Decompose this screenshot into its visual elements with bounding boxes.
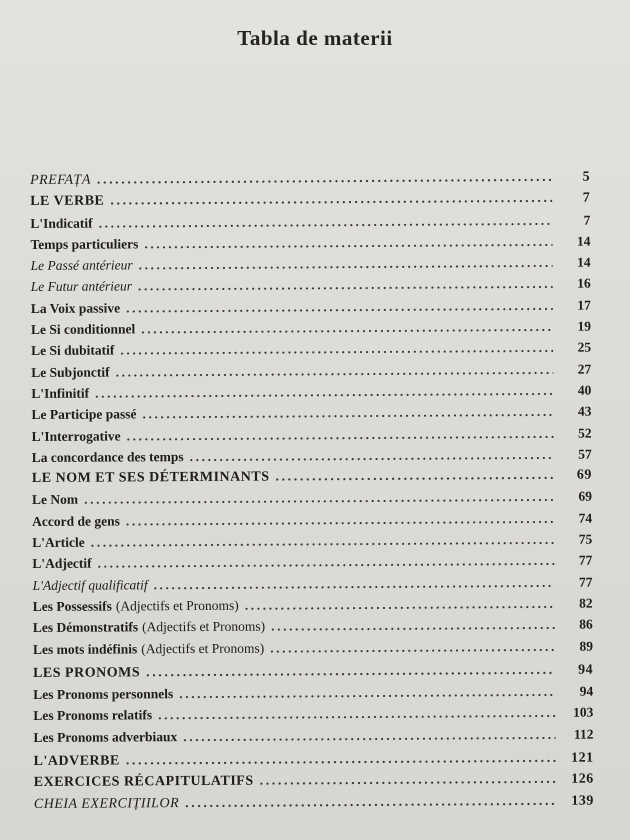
toc-page-number: 112 — [573, 726, 594, 742]
toc-page-number: 57 — [578, 446, 592, 462]
toc-entry-label: La Voix passive — [30, 300, 121, 316]
toc-dot-leader — [270, 635, 555, 658]
toc-page-number: 75 — [578, 531, 593, 547]
toc-dot-leader — [91, 529, 555, 553]
toc-dot-leader — [126, 748, 556, 772]
toc-entry-label: LES PRONOMS — [33, 665, 141, 681]
toc-page-number: 82 — [579, 595, 593, 611]
toc-entry-label: LE VERBE — [30, 193, 105, 210]
toc-page-number: 77 — [578, 574, 593, 590]
toc-page-number: 121 — [571, 750, 594, 766]
toc-page-number: 25 — [577, 339, 592, 356]
toc-dot-leader — [120, 337, 553, 361]
toc-dot-leader — [126, 508, 554, 532]
toc-dot-leader — [139, 252, 553, 276]
toc-entry-label: Accord de gens — [32, 513, 120, 529]
toc-page-number: 52 — [578, 425, 592, 441]
toc-entry-label: L'Adjectif — [32, 555, 92, 572]
toc-dot-leader — [179, 681, 555, 705]
toc-page-number: 94 — [578, 662, 594, 678]
toc-entry-label: LE NOM ET SES DÉTERMINANTS — [31, 469, 270, 487]
toc-entry-label: L'Article — [32, 534, 85, 551]
toc-page-number: 5 — [582, 169, 591, 185]
toc-entry-suffix: (Adjectifs et Pronoms) — [115, 597, 239, 614]
toc-page-number: 126 — [571, 771, 594, 788]
toc-page-number: 7 — [582, 190, 591, 206]
toc-entry-label: L'Indicatif — [30, 215, 93, 231]
toc-entry-label: CHEIA EXERCIȚIILOR — [33, 795, 180, 812]
toc-entry — [34, 790, 594, 815]
toc-page-number: 139 — [571, 793, 594, 809]
toc-dot-leader — [185, 790, 556, 814]
toc-entry — [33, 723, 593, 748]
toc-entry-label: Les Pronoms adverbiaux — [33, 728, 178, 745]
toc-dot-leader — [126, 295, 553, 319]
toc-entry-label: Temps particuliers — [30, 236, 139, 252]
toc-page-number: 40 — [577, 382, 592, 398]
toc-dot-leader — [183, 724, 555, 748]
toc-dot-leader — [271, 614, 555, 637]
toc-entry-label: EXERCICES RÉCAPITULATIFS — [33, 773, 254, 791]
toc-entry-label: La concordance des temps — [31, 448, 184, 465]
toc-page-number: 77 — [578, 552, 593, 568]
toc-dot-leader — [110, 188, 552, 212]
toc-entry-label: Le Si dubitatif — [31, 342, 115, 359]
toc-dot-leader — [98, 550, 555, 574]
toc-entry-label: L'ADVERBE — [33, 753, 120, 770]
toc-page-number: 89 — [579, 638, 593, 654]
toc-entry-label: Le Nom — [31, 492, 79, 508]
toc-page-number: 27 — [577, 361, 592, 377]
toc-page-number: 86 — [579, 616, 593, 632]
toc-entry-label: Le Subjonctif — [31, 364, 110, 380]
toc-entry-label: Les mots indéfinis — [32, 640, 138, 657]
toc-page-number: 14 — [576, 233, 591, 249]
toc-page-number: 69 — [578, 489, 593, 505]
toc-entry-label: Les Pronoms personnels — [33, 686, 174, 703]
toc-dot-leader — [97, 167, 552, 191]
toc-page-number: 19 — [577, 318, 592, 334]
toc-dot-leader — [260, 769, 556, 792]
toc-dot-leader — [142, 401, 553, 425]
toc-page-number: 103 — [573, 704, 594, 721]
toc-dot-leader — [158, 702, 555, 726]
toc-page-number: 69 — [576, 467, 592, 483]
page-title: Tabla de materii — [237, 26, 393, 50]
toc-entry-label: Le Si conditionnel — [30, 321, 136, 338]
toc-dot-leader — [127, 422, 554, 446]
toc-dot-leader — [144, 231, 552, 255]
toc-dot-leader — [141, 316, 553, 340]
toc-dot-leader — [245, 593, 555, 616]
toc-entry-label: L'Infinitif — [31, 385, 90, 401]
toc-dot-leader — [95, 380, 553, 404]
toc-entry-label: Les Pronoms relatifs — [33, 707, 153, 724]
toc-entry-label: Le Futur antérieur — [30, 278, 133, 295]
toc-entry — [33, 635, 593, 660]
toc-page-number: 14 — [577, 254, 591, 270]
toc-entry-suffix: (Adjectifs et Pronoms) — [142, 618, 266, 635]
toc-page-number: 17 — [577, 297, 591, 313]
toc-page-number: 16 — [577, 276, 591, 292]
toc-page-number: 94 — [579, 683, 594, 699]
toc-entry-label: PREFAȚA — [30, 172, 91, 188]
toc-page-number: 74 — [578, 510, 593, 526]
toc-dot-leader — [138, 273, 553, 297]
toc-dot-leader — [153, 571, 554, 595]
toc-dot-leader — [116, 358, 554, 382]
toc-dot-leader — [99, 209, 553, 233]
toc-page-number: 43 — [577, 403, 592, 419]
toc-entry-label: L'Adjectif qualificatif — [32, 576, 148, 593]
toc-entry-label: Les Possessifs — [32, 598, 112, 614]
toc-entry-label: Le Passé antérieur — [30, 257, 133, 274]
table-of-contents — [30, 167, 594, 815]
toc-entry-label: Le Participe passé — [31, 406, 137, 423]
toc-entry-label: Les Démonstratifs — [32, 619, 139, 636]
toc-dot-leader — [190, 444, 554, 468]
toc-page-number: 7 — [583, 212, 591, 228]
toc-dot-leader — [146, 660, 555, 684]
toc-dot-leader — [84, 486, 554, 510]
toc-entry-suffix: (Adjectifs et Pronoms) — [141, 640, 265, 656]
toc-dot-leader — [275, 465, 554, 488]
toc-entry-label: L'Interrogative — [31, 428, 121, 444]
